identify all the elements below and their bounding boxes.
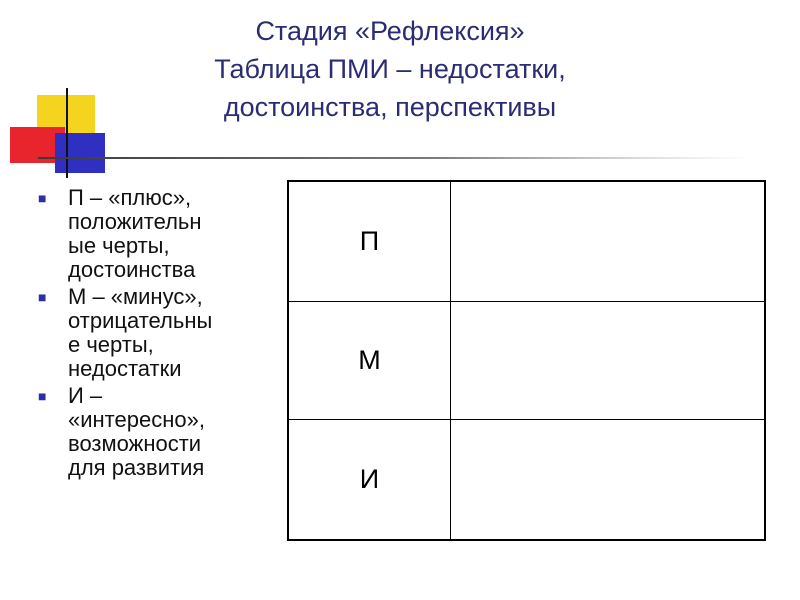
- bullet-item-minus: [38, 285, 278, 381]
- table-row: [288, 181, 765, 301]
- bullet-item-interesting: [38, 384, 278, 480]
- row-value-m[interactable]: [451, 301, 766, 419]
- square-bullet-icon: ■: [38, 388, 47, 404]
- pmi-table: [287, 180, 766, 541]
- row-label-m: М: [288, 301, 451, 419]
- slide-title: [150, 12, 630, 126]
- bullet-text: М – «минус», отрицательны е черты, недостатки: [68, 284, 213, 381]
- title-divider: [38, 157, 750, 159]
- bullet-text: И – «интересно», возможности для развития: [68, 383, 205, 480]
- bullet-list: [38, 186, 278, 483]
- title-line-2: Таблица ПМИ – недостатки,: [214, 54, 566, 84]
- title-line-3: достоинства, перспективы: [223, 92, 557, 122]
- table-row: [288, 420, 765, 540]
- square-bullet-icon: ■: [38, 190, 47, 206]
- bullet-item-plus: [38, 186, 278, 282]
- title-line-1: Стадия «Рефлексия»: [255, 16, 525, 46]
- table-row: [288, 301, 765, 419]
- row-label-p: П: [288, 181, 451, 301]
- row-value-p[interactable]: [451, 181, 766, 301]
- row-label-i: И: [288, 420, 451, 540]
- decorative-vertical-line: [66, 88, 68, 178]
- square-bullet-icon: ■: [38, 289, 47, 305]
- row-value-i[interactable]: [451, 420, 766, 540]
- bullet-text: П – «плюс», положительн ые черты, достоинства: [68, 185, 202, 282]
- decorative-blue-square: [55, 133, 105, 173]
